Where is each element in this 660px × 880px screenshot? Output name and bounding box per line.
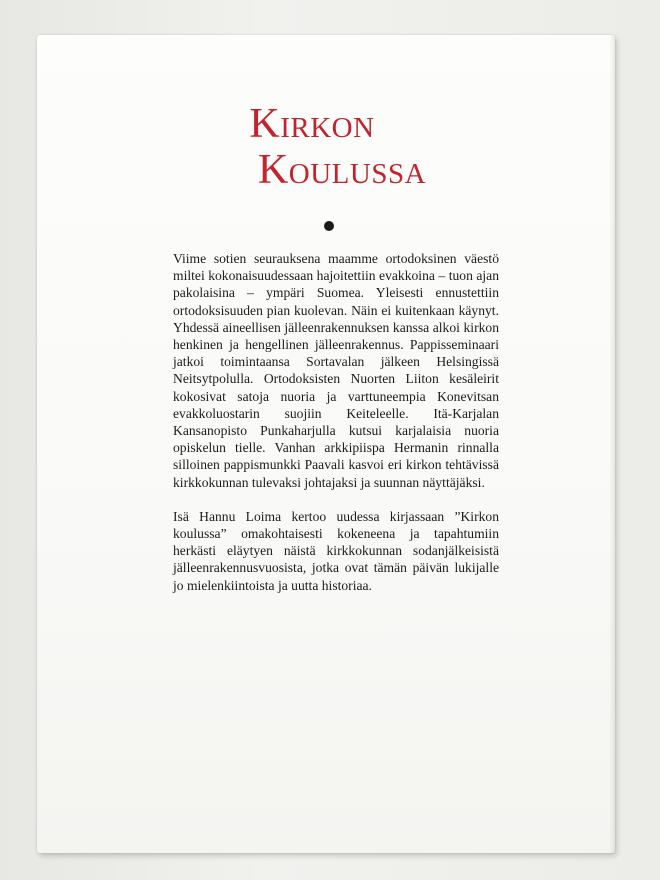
title-line-1: Kirkon — [249, 101, 375, 147]
title-line-2: Koulussa — [257, 147, 427, 193]
back-cover-blurb — [173, 250, 499, 594]
book-back-cover — [37, 35, 615, 853]
book-title — [37, 101, 615, 193]
bullet-dot-ornament — [324, 221, 334, 231]
blurb-paragraph-2: Isä Hannu Loima kertoo uudessa kirjassaan ”Kirkon koulussa” omakohtaisesti kokeneena ja tapahtumiin herkästi eläytyen näistä kirkkokunnan sodanjälkeisistä jälleenrakennusvuosista, jotka ovat tämän päivän lukijalle jo mielenkiintoista ja uutta historiaa. — [173, 508, 499, 593]
blurb-paragraph-1: Viime sotien seurauksena maamme ortodoksinen väestö miltei kokonaisuudessaan hajoitettiin evakkoina – tuon ajan pakolaisina – ympäri Suomea. Yleisesti ennustettiin ortodoksisuuden pian kuolevan. Näin ei kuitenkaan käynyt. Yhdessä aineellisen jälleenrakennuksen kanssa alkoi kirkon henkinen ja hengellinen jälleenrakennus. Pappisseminaari jatkoi toimintaansa Sortavalan jälkeen Helsingissä Neitsytpolulla. Ortodoksisten Nuorten Liiton kesäleirit kokosivat satoja nuoria ja varttuneempia Konevitsan evakkoluostarin suojiin Keiteleelle. Itä-Karjalan Kansanopisto Punkaharjulla kutsui karjalaisia nuoria opiskelun tielle. Vanhan arkkipiispa Hermanin rinnalla silloinen pappismunkki Paavali kasvoi eri kirkon tehtävissä kirkkokunnan tulevaksi johtajaksi ja suunnan näyttäjäksi. — [173, 251, 499, 490]
